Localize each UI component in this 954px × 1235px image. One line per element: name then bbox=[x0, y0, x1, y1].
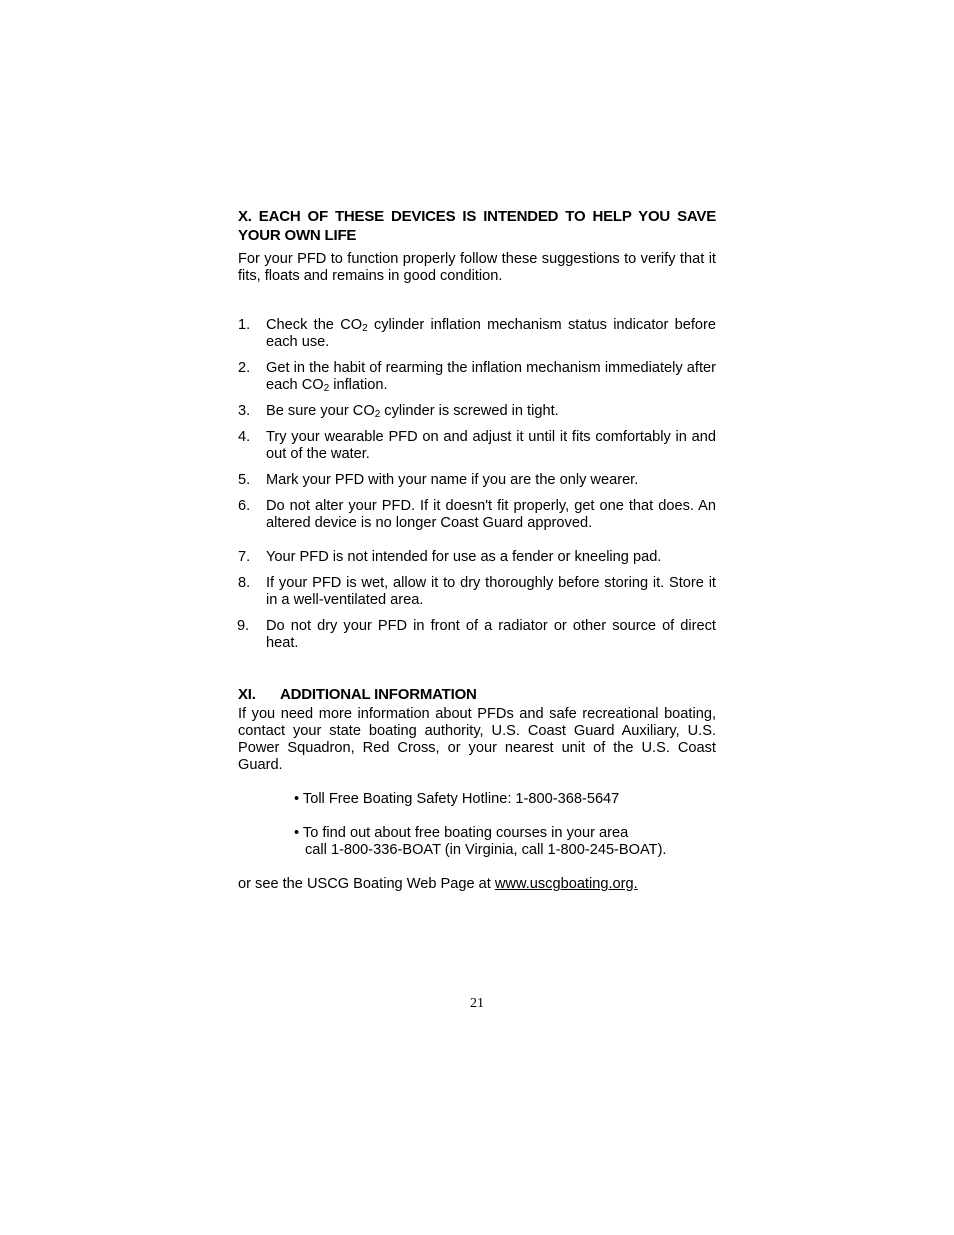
item-text: cylinder inflation mechanism status indicator before each use. bbox=[266, 317, 717, 350]
item-text: Your PFD is not intended for use as a fender or kneeling pad. bbox=[266, 549, 662, 565]
list-item bbox=[238, 618, 716, 652]
list-item bbox=[238, 360, 716, 394]
subscript: 2 bbox=[323, 383, 330, 394]
item-text: cylinder is screwed in tight. bbox=[380, 403, 559, 419]
item-text: Check the CO bbox=[266, 317, 363, 333]
section-xi-intro: If you need more information about PFDs and safe recreational boating, contact your state boating authority, U.S. Coast Guard Auxiliary, U.S. Power Squadron, Red Cross, or your nearest unit of the U.S. Coast Guard. bbox=[238, 706, 716, 773]
item-text: Mark your PFD with your name if you are the only wearer. bbox=[266, 472, 639, 488]
page-number: 21 bbox=[470, 996, 484, 1011]
item-text: inflation. bbox=[329, 377, 388, 393]
section-xi-title: ADDITIONAL INFORMATION bbox=[280, 686, 477, 703]
list-item bbox=[238, 403, 716, 420]
web-page-text: or see the USCG Boating Web Page at bbox=[238, 876, 495, 892]
document-page bbox=[238, 207, 716, 893]
courses-bullet-line1: • To find out about free boating courses in your area bbox=[294, 825, 629, 841]
list-item bbox=[238, 575, 716, 609]
uscg-boating-link[interactable]: www.uscgboating.org. bbox=[494, 876, 638, 892]
subscript: 2 bbox=[362, 323, 368, 334]
section-xi-heading bbox=[238, 685, 716, 704]
item-number: 4. bbox=[238, 429, 251, 445]
item-text: Do not dry your PFD in front of a radiator or other source of direct heat. bbox=[266, 618, 716, 651]
list-item bbox=[238, 472, 716, 489]
web-page-line bbox=[238, 876, 716, 893]
list-item bbox=[294, 791, 716, 808]
hotline-bullet: • Toll Free Boating Safety Hotline: 1-800-368-5647 bbox=[294, 791, 620, 807]
item-number: 3. bbox=[238, 403, 251, 419]
item-number: 9. bbox=[237, 618, 250, 634]
suggestions-list bbox=[238, 317, 716, 652]
list-item bbox=[238, 549, 716, 566]
item-text: Get in the habit of rearming the inflation mechanism immediately after each CO bbox=[266, 360, 716, 393]
section-x-intro: For your PFD to function properly follow these suggestions to verify that it fits, floats and remains in good condition. bbox=[238, 251, 716, 284]
item-number: 5. bbox=[238, 472, 251, 488]
item-number: 8. bbox=[238, 575, 251, 591]
item-number: 6. bbox=[238, 498, 251, 514]
item-number: 2. bbox=[238, 360, 251, 376]
list-item bbox=[238, 429, 716, 463]
item-text: Try your wearable PFD on and adjust it until it fits comfortably in and out of the water. bbox=[266, 429, 716, 462]
item-number: 1. bbox=[238, 317, 251, 333]
contact-bullets bbox=[294, 791, 716, 859]
list-item bbox=[238, 498, 716, 532]
section-x-heading: X. EACH OF THESE DEVICES IS INTENDED TO HELP YOU SAVE YOUR OWN LIFE bbox=[238, 208, 716, 244]
subscript: 2 bbox=[374, 409, 381, 420]
courses-bullet-line2: call 1-800-336-BOAT (in Virginia, call 1-800-245-BOAT). bbox=[305, 842, 667, 858]
list-item bbox=[238, 317, 716, 351]
section-xi-number: XI. bbox=[238, 686, 256, 703]
item-text: Be sure your CO bbox=[266, 403, 375, 419]
item-number: 7. bbox=[238, 549, 251, 565]
item-text: If your PFD is wet, allow it to dry thoroughly before storing it. Store it in a well-ventilated area. bbox=[266, 575, 716, 608]
list-item bbox=[294, 825, 716, 859]
item-text: Do not alter your PFD. If it doesn't fit properly, get one that does. An altered device is no longer Coast Guard approved. bbox=[266, 498, 716, 531]
